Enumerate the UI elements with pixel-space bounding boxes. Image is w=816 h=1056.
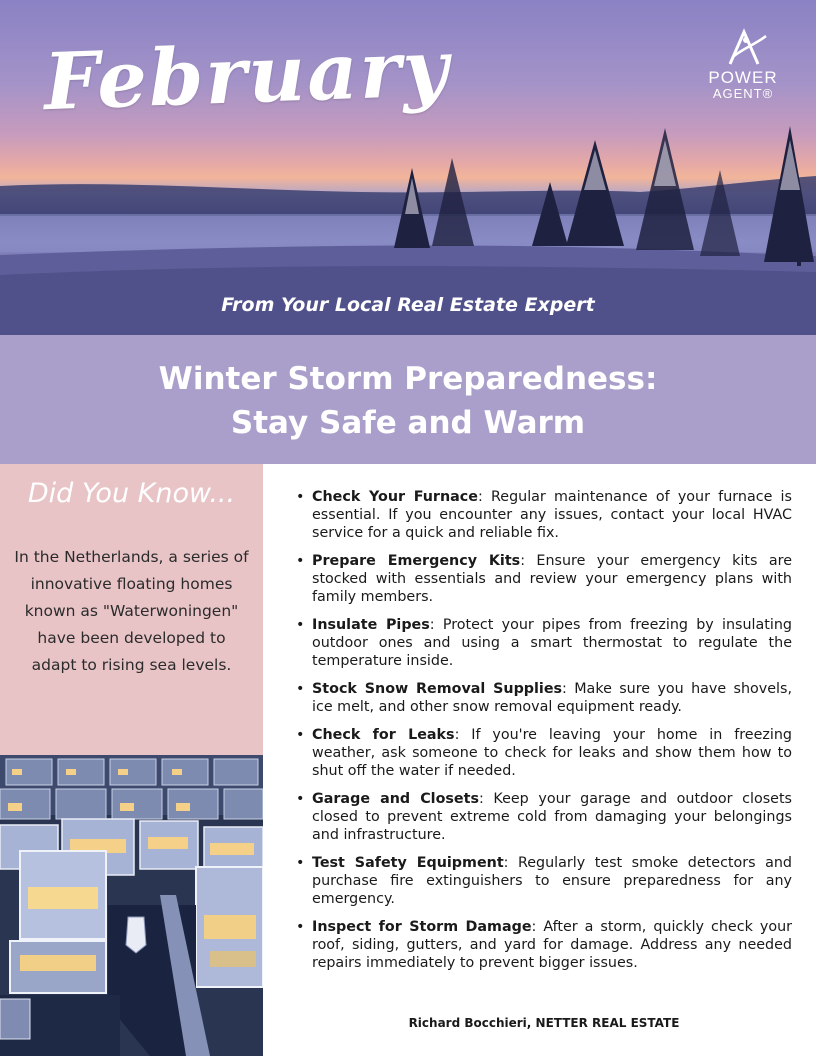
tip-item: [296, 726, 792, 780]
bullet-icon: •: [296, 791, 305, 807]
logo-text-power: POWER: [708, 68, 778, 87]
bullet-icon: •: [296, 553, 305, 569]
tip-item: [296, 854, 792, 908]
tip-text: : After a storm, quickly check your roof, siding, gutters, and yard for damage. Address any needed repairs immediately to prevent bigger issues.: [312, 919, 793, 971]
bullet-icon: •: [296, 727, 305, 743]
tip-item: [296, 918, 792, 972]
month-title: February: [42, 22, 452, 129]
bullet-icon: •: [296, 489, 305, 505]
agent-signature: Richard Bocchieri, NETTER REAL ESTATE: [408, 1016, 680, 1030]
tip-title: Check Your Furnace: [312, 489, 478, 505]
tip-item: [296, 616, 792, 670]
tip-text: : Regularly test smoke detectors and purchase fire extinguishers to ensure preparedness for any emergency.: [312, 855, 792, 907]
tagline: From Your Local Real Estate Expert: [221, 294, 595, 316]
tip-title: Stock Snow Removal Supplies: [312, 681, 563, 697]
did-you-know-fact: In the Netherlands, a series of innovative floating homes known as "Waterwoningen" have been developed to adapt to rising sea levels.: [14, 548, 249, 674]
tip-title: Garage and Closets: [312, 791, 479, 807]
tip-title: Insulate Pipes: [312, 617, 430, 633]
tip-item: [296, 488, 792, 542]
headline-line-2: Stay Safe and Warm: [230, 405, 586, 441]
power-agent-icon: [700, 26, 786, 70]
tip-item: [296, 552, 792, 606]
tip-text: : If you're leaving your home in freezing weather, ask someone to check for leaks and show them how to shut off the water if needed.: [312, 727, 792, 779]
tip-title: Inspect for Storm Damage: [312, 919, 532, 935]
headline-line-1: Winter Storm Preparedness:: [158, 361, 658, 397]
tip-item: [296, 790, 792, 844]
tip-item: [296, 680, 792, 716]
bullet-icon: •: [296, 855, 305, 871]
tip-text: : Protect your pipes from freezing by insulating outdoor ones and using a smart thermostat to regulate the temperature inside.: [312, 617, 793, 669]
bullet-icon: •: [296, 919, 305, 935]
power-agent-logo: [700, 26, 790, 106]
title-band: [0, 335, 816, 464]
tip-text: : Ensure your emergency kits are stocked with essentials and review your emergency plans with family members.: [312, 553, 792, 605]
tip-text: : Make sure you have shovels, ice melt, and other snow removal equipment ready.: [312, 681, 792, 715]
tip-title: Test Safety Equipment: [312, 855, 504, 871]
preparedness-tips-list: [296, 488, 792, 982]
logo-text-agent: AGENT®: [712, 86, 774, 101]
header-banner: [0, 0, 816, 335]
bullet-icon: •: [296, 617, 305, 633]
bullet-icon: •: [296, 681, 305, 697]
tip-text: : Keep your garage and outdoor closets closed to prevent extreme cold from damaging your belongings and infrastructure.: [312, 791, 793, 843]
did-you-know-sidebar: [0, 464, 263, 1056]
did-you-know-heading: Did You Know...: [27, 478, 236, 509]
tip-title: Prepare Emergency Kits: [312, 553, 521, 569]
tip-title: Check for Leaks: [312, 727, 455, 743]
tip-text: : Regular maintenance of your furnace is essential. If you encounter any issues, contact your local HVAC service for a quick and reliable fix.: [312, 489, 792, 541]
floating-homes-photo: [0, 755, 263, 1056]
